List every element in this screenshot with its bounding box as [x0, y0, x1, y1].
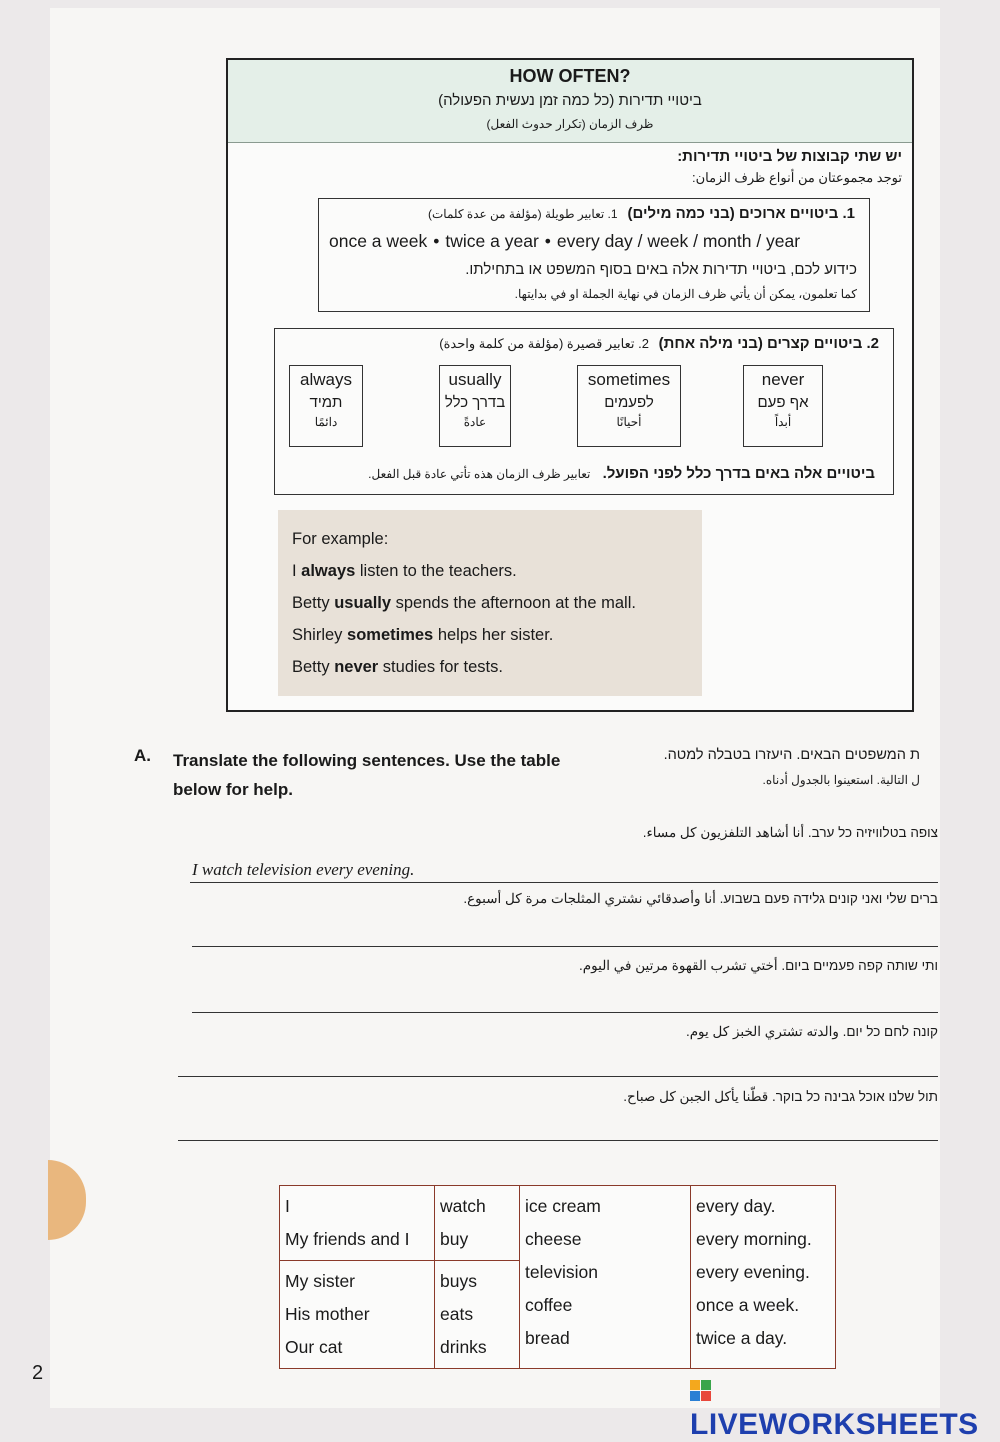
long-note-he: כידוע לכם, ביטויי תדירות אלה באים בסוף המשפט או בתחילתו. — [465, 261, 857, 278]
answer-line-3[interactable] — [192, 1012, 938, 1013]
table-cell: every morning. — [696, 1229, 812, 1249]
exercise-label: A. — [134, 746, 151, 765]
adverb-he: אף פעם — [757, 394, 809, 411]
example-text: Betty — [292, 594, 335, 612]
logo-text: LIVEWORKSHEETS — [690, 1408, 979, 1441]
verbs-group-2 — [435, 1261, 520, 1369]
logo-icon — [690, 1380, 712, 1402]
short-heading-he: 2. ביטויים קצרים (בני מילה אחת) — [658, 335, 879, 352]
answer-line-2[interactable] — [192, 946, 938, 947]
long-phrases-box — [318, 198, 870, 312]
short-phrases-box — [274, 328, 894, 495]
long-phrase-item: twice a year — [445, 231, 539, 251]
intro-ar: توجد مجموعتان من أنواع ظرف الزمان: — [691, 170, 902, 185]
adverb-card-sometimes — [577, 365, 681, 447]
short-heading-ar: 2. تعابير قصيرة (مؤلفة من كلمة واحدة) — [439, 336, 649, 351]
intro-he: יש שתי קבוצות של ביטויי תדירות: — [677, 148, 902, 165]
example-adverb: sometimes — [347, 626, 434, 644]
example-text: I — [292, 562, 302, 580]
adverb-en: sometimes — [587, 370, 671, 389]
verbs-group-1 — [435, 1186, 520, 1261]
table-cell: bread — [525, 1328, 570, 1348]
example-adverb: usually — [334, 594, 392, 612]
example-line — [292, 658, 503, 677]
subtitle-ar: ظرف الزمان (تكرار حدوث الفعل) — [486, 117, 654, 131]
long-phrase-item: once a week — [329, 231, 428, 251]
answer-line-5[interactable] — [178, 1140, 938, 1141]
table-cell: eats — [440, 1304, 474, 1324]
subjects-group-2 — [280, 1261, 435, 1369]
table-cell: cheese — [525, 1229, 582, 1249]
example-line — [292, 594, 636, 613]
table-cell: buy — [440, 1229, 469, 1249]
table-cell: every evening. — [696, 1262, 810, 1282]
short-note-he: ביטויים אלה באים בדרך כלל לפני הפועל. — [602, 465, 875, 482]
example-box — [278, 510, 702, 696]
adverb-card-always — [289, 365, 363, 447]
adverb-ar: أحيانًا — [616, 415, 642, 429]
exercise-instruction-ar: ل التالية. استعينوا بالجدول أدناه. — [762, 773, 920, 787]
short-note — [285, 465, 875, 482]
table-cell: television — [525, 1262, 598, 1282]
short-phrases-heading — [289, 335, 879, 352]
example-adverb: never — [334, 658, 379, 676]
word-table — [279, 1185, 836, 1369]
long-heading-ar: 1. تعابير طويلة (مؤلفة من عدة كلمات) — [428, 207, 618, 221]
table-cell: watch — [440, 1196, 486, 1216]
sentence-5: תול שלנו אוכל גבינה כל בוקר. قطّنا يأكل الجبن كل صباح. — [623, 1089, 938, 1104]
adverb-card-usually — [439, 365, 511, 447]
answer-1: I watch television every evening. — [192, 860, 415, 879]
adverb-he: תמיד — [309, 394, 343, 411]
adverb-he: לפעמים — [604, 394, 654, 411]
long-phrase-item: every day / week / month / year — [556, 231, 801, 251]
page-number: 2 — [32, 1362, 44, 1384]
bullet-icon: • — [544, 231, 551, 251]
table-cell: twice a day. — [696, 1328, 788, 1348]
example-line — [292, 626, 553, 645]
adverb-card-never — [743, 365, 823, 447]
how-often-frame — [226, 58, 914, 712]
bullet-icon: • — [433, 231, 440, 251]
times-column — [691, 1186, 836, 1369]
adverb-en: always — [300, 370, 352, 389]
table-cell: drinks — [440, 1337, 487, 1357]
example-text: Shirley — [292, 626, 348, 644]
example-label: For example: — [292, 530, 389, 548]
answer-line-1[interactable] — [190, 882, 938, 883]
table-cell: My friends and I — [285, 1229, 410, 1249]
sentence-4: קונה לחם כל יום. والدته تشتري الخبز كل يوم. — [685, 1024, 938, 1039]
table-cell: once a week. — [696, 1295, 800, 1315]
adverb-en: never — [761, 370, 805, 389]
adverb-he: בדרך כלל — [444, 394, 506, 411]
subtitle-he: ביטויי תדירות (כל כמה זמן נעשית הפעולה) — [438, 92, 702, 109]
table-cell: ice cream — [525, 1196, 601, 1216]
liveworksheets-logo[interactable] — [690, 1374, 1000, 1442]
table-cell: buys — [440, 1271, 477, 1291]
adverb-ar: دائمًا — [314, 415, 338, 429]
table-cell: every day. — [696, 1196, 776, 1216]
adverb-en: usually — [448, 370, 502, 389]
subjects-group-1 — [280, 1186, 435, 1261]
frame-header — [228, 60, 912, 143]
adverb-ar: عادةً — [463, 415, 487, 429]
table-cell: coffee — [525, 1295, 573, 1315]
adverb-ar: أبداً — [774, 415, 792, 429]
sentence-2: ברים שלי ואני קונים גלידה פעם בשבוע. أنا وأصدقائي نشتري المثلجات مرة كل أسبوع. — [463, 891, 938, 906]
long-heading-he: 1. ביטויים ארוכים (בני כמה מילים) — [627, 205, 855, 222]
exercise-instruction: Translate the following sentences. Use the table below for help. — [173, 751, 561, 799]
table-cell: My sister — [285, 1271, 355, 1291]
long-note-ar: كما تعلمون، يمكن أن يأتي ظرف الزمان في نهاية الجملة او في بدايتها. — [514, 287, 857, 301]
example-adverb: always — [301, 562, 356, 580]
exercise-instruction-he: ת המשפטים הבאים. היעזרו בטבלה למטה. — [663, 747, 920, 763]
answer-line-4[interactable] — [178, 1076, 938, 1077]
example-text: Betty — [292, 658, 335, 676]
objects-column — [520, 1186, 691, 1369]
example-line — [292, 562, 517, 581]
sentence-3: ותי שותה קפה פעמיים ביום. أختي تشرب القهوة مرتين في اليوم. — [579, 958, 938, 973]
example-text: helps her sister. — [433, 626, 554, 644]
table-cell: Our cat — [285, 1337, 343, 1357]
table-cell: I — [285, 1196, 290, 1216]
long-phrases-heading — [335, 205, 855, 222]
long-phrases-list — [329, 231, 864, 252]
page-title: HOW OFTEN? — [509, 66, 631, 86]
short-note-ar: تعابير ظرف الزمان هذه تأتي عادة قبل الفعل. — [368, 467, 591, 481]
sentence-1: צופה בטלוויזיה כל ערב. أنا أشاهد التلفزيون كل مساء. — [642, 825, 938, 840]
example-text: listen to the teachers. — [355, 562, 517, 580]
example-text: spends the afternoon at the mall. — [391, 594, 636, 612]
example-text: studies for tests. — [378, 658, 503, 676]
table-cell: His mother — [285, 1304, 370, 1324]
